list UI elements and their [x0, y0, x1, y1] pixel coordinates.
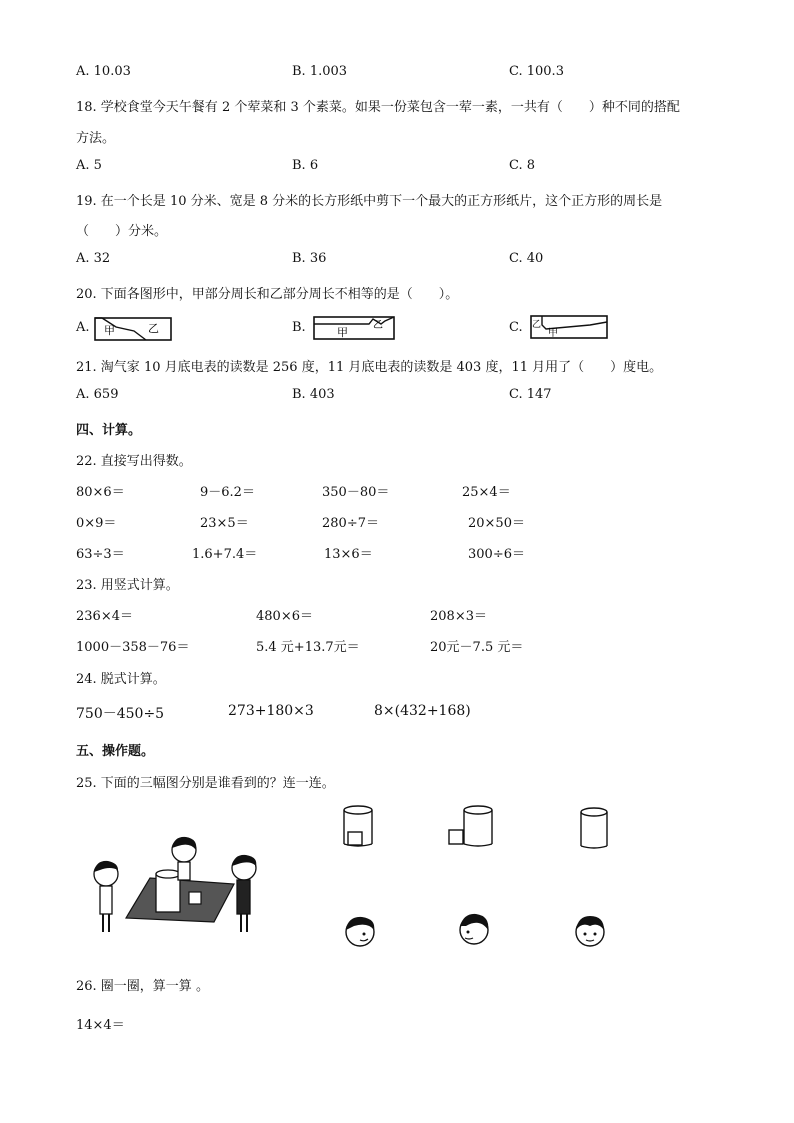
q24-item: 8×(432+168)	[374, 703, 471, 719]
q24-item: 750－450÷5	[76, 706, 165, 722]
q25-view-1	[340, 804, 380, 850]
q25-view-2	[446, 804, 498, 850]
q25-scene-illustration	[86, 830, 266, 940]
q23-item: 480×6＝	[256, 609, 313, 624]
q23-item: 1000－358－76＝	[76, 640, 190, 655]
q18-stem: 18. 学校食堂今天午餐有 2 个荤菜和 3 个素菜。如果一份菜包含一荤一素，一共有（ ）种不同的搭配	[76, 100, 680, 115]
q25-child-head-2	[456, 910, 492, 948]
q22-item: 20×50＝	[468, 516, 525, 531]
q17-option-c: C. 100.3	[509, 64, 564, 79]
q23-item: 20元－7.5 元＝	[430, 640, 524, 655]
q22-item: 25×4＝	[462, 485, 511, 500]
q21-option-a: A. 659	[76, 387, 119, 402]
q24-title: 24. 脱式计算。	[76, 672, 166, 687]
q21-stem: 21. 淘气家 10 月底电表的读数是 256 度，11 月底电表的读数是 403 度，11 月用了（ ）度电。	[76, 360, 663, 375]
q20b-yi-label: 乙	[373, 320, 383, 331]
q20-option-c: C.	[509, 320, 523, 335]
q20-stem: 20. 下面各图形中，甲部分周长和乙部分周长不相等的是（ ）。	[76, 287, 459, 302]
q22-item: 0×9＝	[76, 516, 117, 531]
q22-item: 1.6+7.4＝	[192, 547, 258, 562]
q22-item: 280÷7＝	[322, 516, 379, 531]
right-child-figure	[232, 855, 256, 932]
q19-option-a: A. 32	[76, 251, 111, 266]
q19-stem: 19. 在一个长是 10 分米、宽是 8 分米的长方形纸中剪下一个最大的正方形纸片，这个正方形的周长是	[76, 194, 663, 209]
q18-stem-cont: 方法。	[76, 131, 116, 146]
q17-option-b: B. 1.003	[292, 64, 348, 79]
q26-expression: 14×4＝	[76, 1018, 125, 1033]
section-4-heading: 四、计算。	[76, 423, 142, 438]
q22-item: 300÷6＝	[468, 547, 525, 562]
q23-item: 5.4 元+13.7元＝	[256, 640, 360, 655]
q20-figure-c	[530, 315, 608, 339]
q22-item: 63÷3＝	[76, 547, 125, 562]
q20-figure-a	[94, 317, 172, 341]
q18-option-b: B. 6	[292, 158, 319, 173]
q21-option-b: B. 403	[292, 387, 335, 402]
q23-title: 23. 用竖式计算。	[76, 578, 179, 593]
q18-option-a: A. 5	[76, 158, 102, 173]
q22-item: 9－6.2＝	[200, 485, 255, 500]
q22-item: 80×6＝	[76, 485, 125, 500]
q25-title: 25. 下面的三幅图分别是谁看到的？连一连。	[76, 776, 335, 791]
q20-option-b: B.	[292, 320, 306, 335]
q20-figure-b	[313, 316, 395, 340]
q23-item: 236×4＝	[76, 609, 133, 624]
q19-stem-cont: （ ）分米。	[76, 224, 168, 239]
left-child-figure	[94, 861, 118, 932]
q20c-jia-label: 甲	[548, 328, 558, 339]
q18-option-c: C. 8	[509, 158, 536, 173]
q26-title: 26. 圈一圈，算一算 。	[76, 979, 209, 994]
q19-option-c: C. 40	[509, 251, 544, 266]
q22-item: 23×5＝	[200, 516, 249, 531]
q20b-jia-label: 甲	[337, 326, 348, 339]
q20c-yi-label: 乙	[532, 320, 542, 330]
q19-option-b: B. 36	[292, 251, 327, 266]
q22-item: 13×6＝	[324, 547, 373, 562]
q25-child-head-1	[342, 912, 378, 950]
q25-view-3	[578, 806, 612, 852]
q25-child-head-3	[572, 912, 608, 950]
q22-title: 22. 直接写出得数。	[76, 454, 192, 469]
q23-item: 208×3＝	[430, 609, 487, 624]
q17-option-a: A. 10.03	[76, 64, 131, 79]
q22-item: 350－80＝	[322, 485, 390, 500]
q20a-yi-label: 乙	[148, 322, 159, 335]
q20a-jia-label: 甲	[104, 324, 115, 337]
section-5-heading: 五、操作题。	[76, 744, 155, 759]
q24-item: 273+180×3	[228, 703, 314, 719]
q21-option-c: C. 147	[509, 387, 552, 402]
q20-option-a: A.	[76, 320, 90, 335]
